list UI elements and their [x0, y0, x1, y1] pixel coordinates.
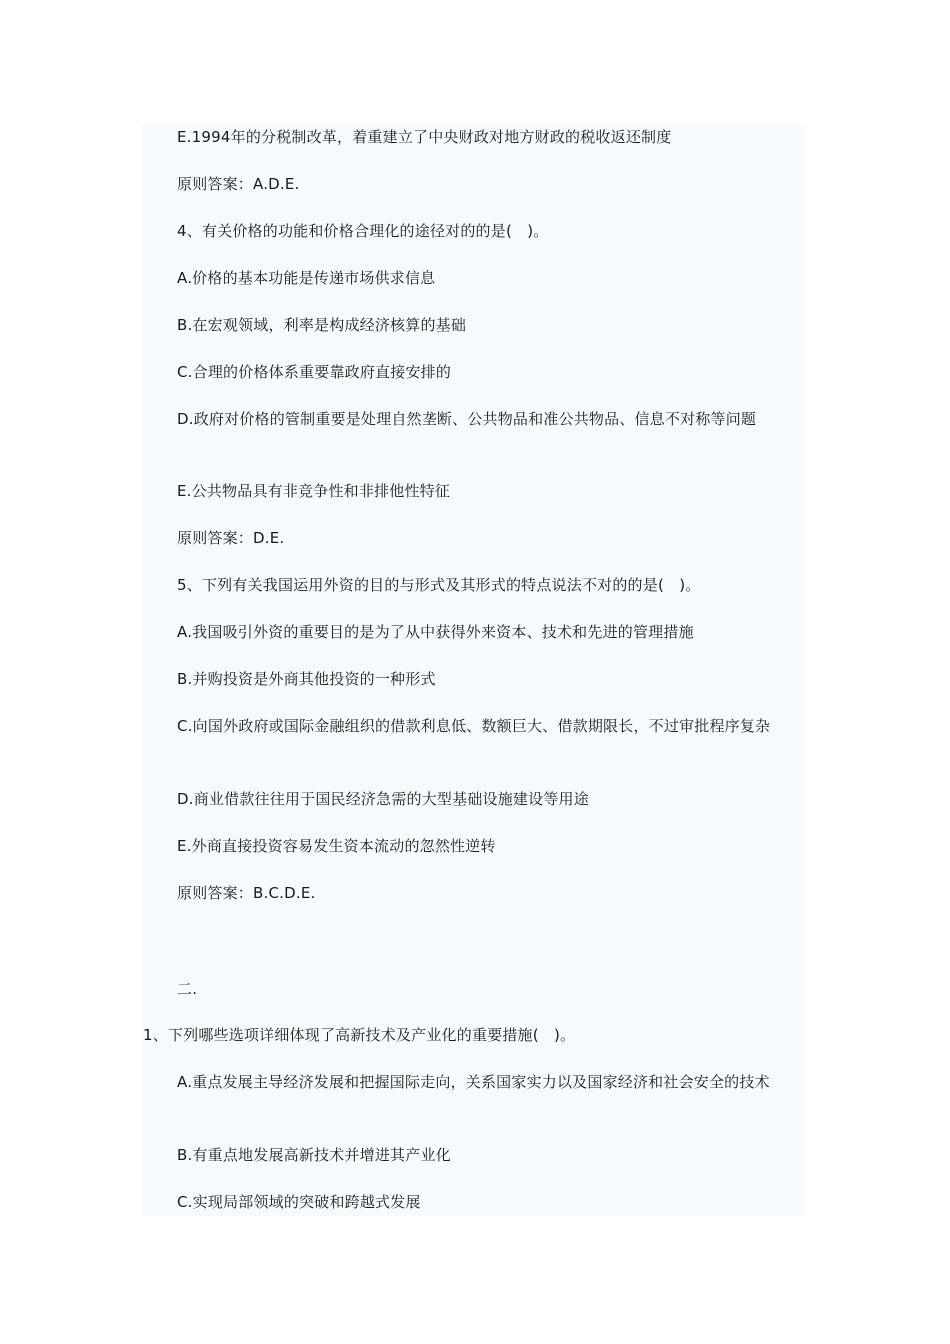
option-e-line: E.公共物品具有非竞争性和非排他性特征 [177, 482, 451, 500]
option-b-line: B.有重点地发展高新技术并增进其产业化 [177, 1146, 451, 1164]
answer-line: 原则答案：D.E. [177, 529, 285, 547]
question-4: 4、有关价格的功能和价格合理化的途径对的的是( )。 [177, 222, 549, 240]
option-c-line: C.合理的价格体系重要靠政府直接安排的 [177, 363, 452, 381]
section-heading: 二. [177, 980, 198, 998]
option-b-line: B.在宏观领域，利率是构成经济核算的基础 [177, 316, 467, 334]
question-1: 1、下列哪些选项详细体现了高新技术及产业化的重要措施( )。 [143, 1026, 576, 1044]
option-a-line: A.重点发展主导经济发展和把握国际走向，关系国家实力以及国家经济和社会安全的技术 [177, 1073, 770, 1091]
document-page [143, 124, 805, 1216]
option-a-line: A.我国吸引外资的重要目的是为了从中获得外来资本、技术和先进的管理措施 [177, 623, 694, 641]
option-d-line: D.政府对价格的管制重要是处理自然垄断、公共物品和准公共物品、信息不对称等问题 [177, 410, 757, 428]
option-c-line: C.向国外政府或国际金融组织的借款利息低、数额巨大、借款期限长，不过审批程序复杂 [177, 717, 771, 735]
option-a-line: A.价格的基本功能是传递市场供求信息 [177, 269, 436, 287]
answer-line: 原则答案：B.C.D.E. [177, 884, 316, 902]
option-e-line: E.1994年的分税制改革，着重建立了中央财政对地方财政的税收返还制度 [177, 128, 672, 146]
question-5: 5、下列有关我国运用外资的目的与形式及其形式的特点说法不对的的是( )。 [177, 576, 701, 594]
option-c-line: C.实现局部领域的突破和跨越式发展 [177, 1193, 421, 1211]
option-e-line: E.外商直接投资容易发生资本流动的忽然性逆转 [177, 837, 496, 855]
option-d-line: D.商业借款往往用于国民经济急需的大型基础设施建设等用途 [177, 790, 589, 808]
answer-line: 原则答案：A.D.E. [177, 175, 300, 193]
option-b-line: B.并购投资是外商其他投资的一种形式 [177, 670, 436, 688]
